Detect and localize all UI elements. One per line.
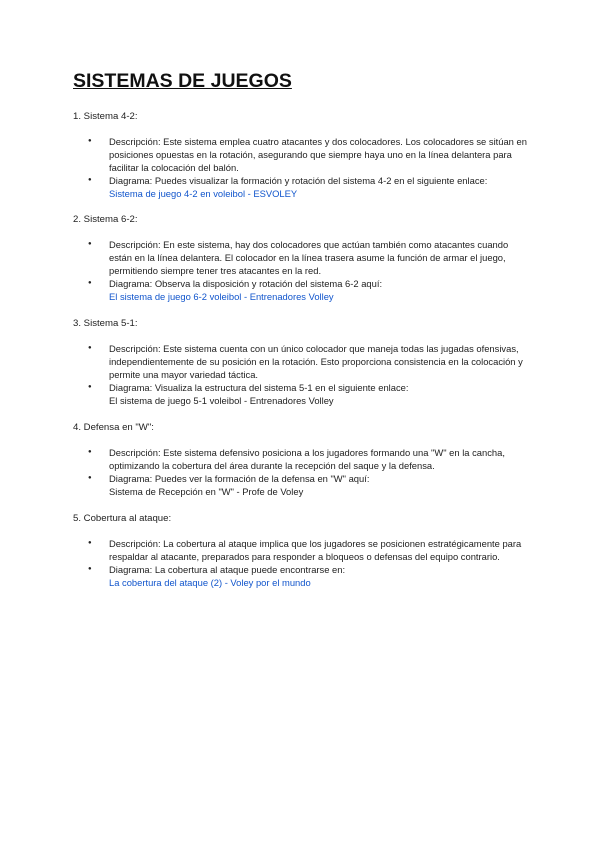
description-item: ● Descripción: Este sistema cuenta con un único colocador que maneja todas las jugadas ofensivas, independientemente de su posición en la rotación. Esto proporciona consistencia en la colocación y permite una mayor variedad táctica. [73, 342, 528, 381]
section-heading-defensa-w: 4. Defensa en "W": [73, 422, 154, 433]
diagram-text: Diagrama: Puedes visualizar la formación y rotación del sistema 4-2 en el siguiente enlace: [109, 175, 488, 187]
diagram-text: Diagrama: Visualiza la estructura del sistema 5-1 en el siguiente enlace: [109, 382, 409, 394]
diagram-item [73, 381, 528, 407]
diagram-item [73, 472, 528, 498]
section-list-defensa-w [73, 446, 528, 498]
section-list-sistema-5-1 [73, 342, 528, 407]
diagram-link[interactable]: El sistema de juego 6-2 voleibol - Entrenadores Volley [109, 291, 334, 303]
section-heading-sistema-6-2: 2. Sistema 6-2: [73, 214, 138, 225]
description-item: ● Descripción: Este sistema defensivo posiciona a los jugadores formando una "W" en la cancha, optimizando la cobertura del área durante la recepción del saque y la defensa. [73, 446, 528, 472]
diagram-link[interactable]: Sistema de Recepción en "W" - Profe de Voley [109, 486, 304, 498]
diagram-item [73, 174, 528, 200]
diagram-text: Diagrama: Observa la disposición y rotación del sistema 6-2 aquí: [109, 278, 383, 290]
diagram-text: Diagrama: La cobertura al ataque puede encontrarse en: [109, 564, 346, 576]
diagram-link[interactable]: Sistema de juego 4-2 en voleibol - ESVOLEY [109, 188, 298, 200]
section-list-sistema-6-2 [73, 238, 528, 303]
section-heading-sistema-4-2: 1. Sistema 4-2: [73, 111, 138, 122]
description-item: ● Descripción: En este sistema, hay dos colocadores que actúan también como atacantes cuando están en la línea delantera. El colocador en la línea trasera asume la función de armar el juego, permitiendo siempre tener tres atacantes en la red. [73, 238, 528, 277]
diagram-link[interactable]: La cobertura del ataque (2) - Voley por el mundo [109, 577, 311, 589]
page-title: SISTEMAS DE JUEGOS [73, 70, 292, 92]
diagram-link[interactable]: El sistema de juego 5-1 voleibol - Entrenadores Volley [109, 395, 334, 407]
description-item: ● Descripción: Este sistema emplea cuatro atacantes y dos colocadores. Los colocadores se sitúan en posiciones opuestas en la rotación, asegurando que siempre haya uno en la línea delantera para facilitar la colocación del balón. [73, 135, 528, 174]
section-heading-sistema-5-1: 3. Sistema 5-1: [73, 318, 138, 329]
section-heading-cobertura-ataque: 5. Cobertura al ataque: [73, 513, 172, 524]
description-item: ● Descripción: La cobertura al ataque implica que los jugadores se posicionen estratégicamente para respaldar al atacante, preparados para responder a bloqueos o defensas del equipo contrario. [73, 537, 528, 563]
diagram-text: Diagrama: Puedes ver la formación de la defensa en "W" aquí: [109, 473, 370, 485]
section-list-sistema-4-2 [73, 135, 528, 200]
diagram-item [73, 277, 528, 303]
section-list-cobertura-ataque [73, 537, 528, 589]
diagram-item [73, 563, 528, 589]
